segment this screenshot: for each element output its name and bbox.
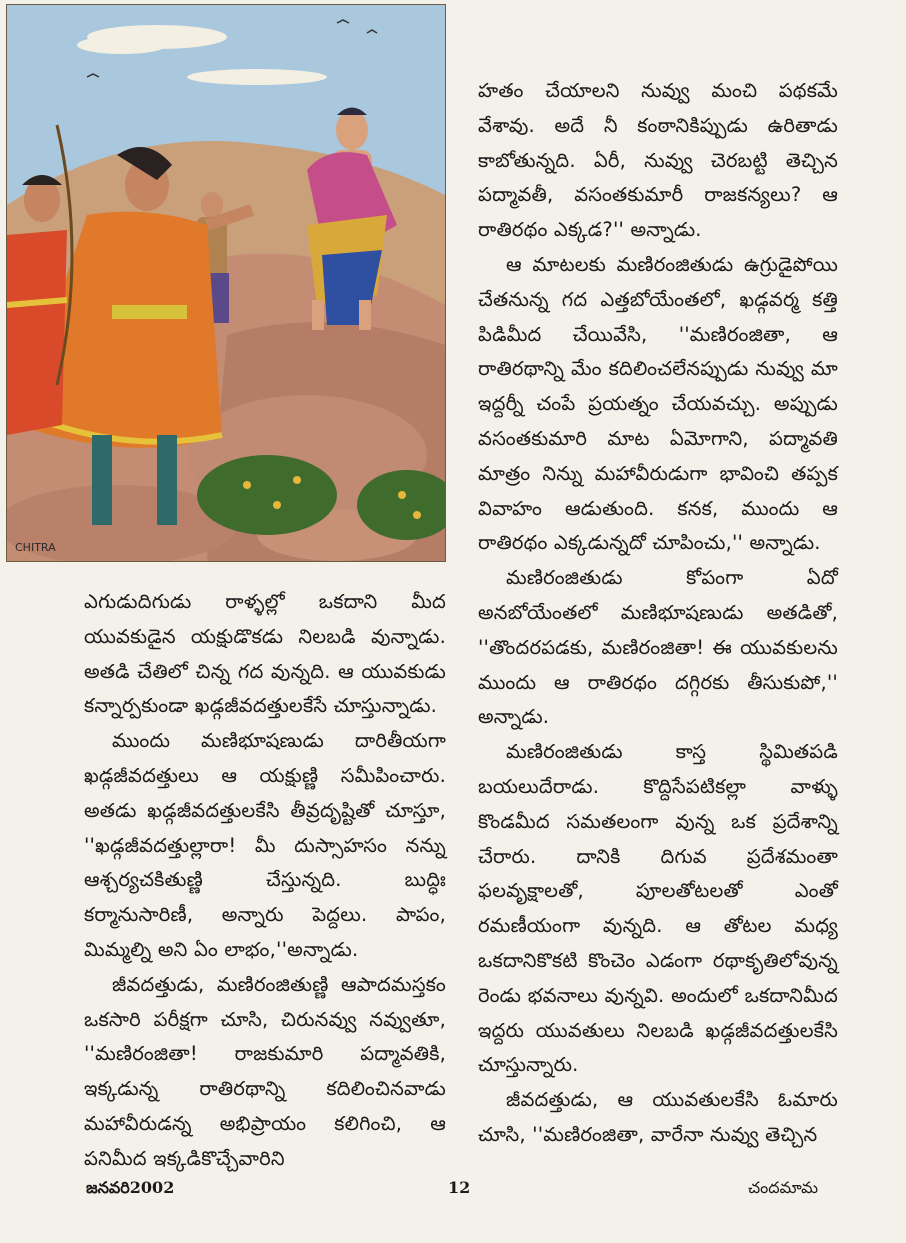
footer-issue-date: జనవరి2002 [86,1178,175,1197]
paragraph: ఎగుడుదిగుడు రాళ్ళల్లో ఒకదాని మీద యువకుడైన యక్షుడొకడు నిలబడి వున్నాడు. అతడి చేతిలో చిన్న గద వున్నది. ఆ యువకుడు కన్నార్పకుండా ఖడ్గజీవదత్తులకేసే చూస్తున్నాడు. [84,590,446,718]
paragraph: మణిరంజితుడు కోపంగా ఏదో అనబోయేంతలో మణిభూషణుడు అతడితో, ''తొందరపడకు, మణిరంజితా! ఈ యువకులను ముందు ఆ రాతిరథం దగ్గిరకు తీసుకుపో,'' అన్నాడు. [478,566,838,729]
paragraph: హతం చేయాలని నువ్వు మంచి పథకమే వేశావు. అదే నీ కంఠానికిప్పుడు ఉరితాడు కాబోతున్నది. ఏరీ, నువ్వు చెరబట్టి తెచ్చిన పద్మావతీ, వసంతకుమారీ రాజకన్యలు? ఆ రాతిరథం ఎక్కడ?'' అన్నాడు. [478,79,838,242]
footer-magazine-name: చందమామ [748,1178,819,1197]
paragraph: జీవదత్తుడు, మణిరంజితుణ్ణి ఆపాదమస్తకం ఒకసారి పరీక్షగా చూసి, చిరునవ్వు నవ్వుతూ, ''మణిరంజితా! రాజకుమారి పద్మావతికి, ఇక్కడున్న రాతిరథాన్ని కదిలించినవాడు మహావీరుడన్న అభిప్రాయం కలిగించి, ఆ పనిమీద ఇక్కడికొచ్చేవారిని [84,972,446,1170]
paragraph: ఆ మాటలకు మణిరంజితుడు ఉగ్రుడైపోయి చేతనున్న గద ఎత్తబోయేంతలో, ఖడ్గవర్మ కత్తి పిడిమీద చేయివేసి, ''మణిరంజితా, ఆ రాతిరథాన్ని మేం కదిలించలేనప్పుడు నువ్వు మా ఇద్దర్నీ చంపే ప్రయత్నం చేయవచ్చు. అప్పుడు వసంతకుమారి మాట ఏమోగాని, పద్మావతి మాత్రం నిన్ను మహావీరుడుగా భావించి తప్పక వివాహం ఆడుతుంది. కనక, ముందు ఆ రాతిరథం ఎక్కడున్నదో చూపించు,'' అన్నాడు. [478,252,838,555]
artist-signature: CHITRA [15,541,56,554]
footer-page-number: 12 [448,1178,471,1197]
paragraph: ముందు మణిభూషణుడు దారితీయగా ఖడ్గజీవదత్తులు ఆ యక్షుణ్ణి సమీపించారు. అతడు ఖడ్గజీవదత్తులకేసి తీవ్రదృష్టితో చూస్తూ, ''ఖడ్గజీవదత్తుల్లారా! మీ దుస్సాహసం నన్ను ఆశ్చర్యచకితుణ్ణి చేస్తున్నది. బుద్ధిః కర్మానుసారిణీ, అన్నారు పెద్దలు. పాపం, మిమ్మల్ని అని ఏం లాభం,''అన్నాడు. [84,729,446,961]
right-text-column [478,74,838,1153]
paragraph: జీవదత్తుడు, ఆ యువతులకేసి ఓమారు చూసి, ''మణిరంజితా, వారేనా నువ్వు తెచ్చిన [478,1088,838,1146]
paragraph: మణిరంజితుడు కాస్త స్థిమితపడి బయలుదేరాడు. కొద్దిసేపటికల్లా వాళ్ళు కొండమీద సమతలంగా వున్న ఒక ప్రదేశాన్ని చేరారు. దానికి దిగువ ప్రదేశమంతా ఫలవృక్షాలతో, పూలతోటలతో ఎంతో రమణీయంగా వున్నది. ఆ తోటల మధ్య ఒకదానికొకటి కొంచెం ఎడంగా రథాకృతిలోవున్న రెండు భవనాలు వున్నవి. అందులో ఒకదానిమీద ఇద్దరు యువతులు నిలబడి ఖడ్గజీవదత్తులకేసి చూస్తున్నారు. [478,740,838,1077]
left-text-column [84,585,446,1177]
illustration-art [7,5,445,561]
story-illustration [6,4,446,562]
